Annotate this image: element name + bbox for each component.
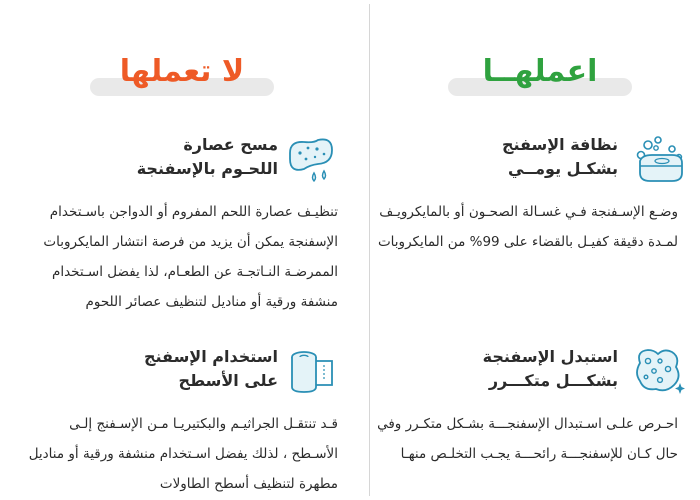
meat-juice-body: تنظيـف عصارة اللحم المفروم أو الدواجن باسـتخدام الإسفنجة يمكن أن يزيد من فرصة انتشار المايكروبات الممرضـة النـاتجـة عن الطعـام، لذا يفضل اسـتخدام منشفة ورقية أو مناديل لتنظيف عصائر اللحوم — [43, 204, 338, 310]
sparkling-sponge-icon — [632, 345, 686, 399]
replace-sponge-title-line1: استبدل الإسفنجة — [482, 347, 618, 366]
dripping-sponge-icon — [284, 133, 338, 187]
meat-juice-title-line2: اللحـوم بالإسفنجة — [136, 159, 278, 178]
do-heading — [420, 50, 660, 102]
sponge-cleaning-title-line2: بشكـل يومــي — [508, 159, 618, 178]
dont-heading-text: لا تعملها — [119, 54, 245, 89]
dont-heading — [62, 50, 302, 102]
surfaces-card — [20, 345, 338, 499]
replace-sponge-title-line2: بشكـــل متكـــرر — [488, 371, 618, 390]
surfaces-title — [28, 345, 278, 393]
do-heading-text: اعملهــا — [482, 54, 598, 89]
paper-towel-roll-icon — [284, 345, 338, 399]
surfaces-title-line1: استخدام الإسفنج — [143, 347, 278, 366]
sponge-cleaning-title-line1: نظافة الإسفنج — [501, 135, 618, 154]
replace-sponge-title — [368, 345, 618, 393]
replace-sponge-body: احـرص علـى اسـتبدال الإسفنجـــة بشـكل متكـرر وفي حال كـان للإسفنجـــة رائحـــة يجـب التخلـص منهـا — [377, 416, 678, 462]
meat-juice-title — [28, 133, 278, 181]
surfaces-body: قـد تنتقـل الجراثيـم والبكتيريـا مـن الإسـفنج إلـى الأسـطح ، لذلك يفضل اسـتخدام منشفة ورقية أو مناديل مطهرة لتنظيف أسطح الطاولات — [28, 416, 338, 492]
sponge-cleaning-card — [360, 133, 678, 257]
meat-juice-card — [20, 133, 338, 317]
sponge-cleaning-title — [368, 133, 618, 181]
sponge-cleaning-body: وضـع الإسـفنجة فـي غسـالة الصحـون أو بالمايكرويـف لمـدة دقيقة كفيـل بالقضاء على 99% من المايكروبات — [377, 204, 678, 250]
soap-bubbles-sponge-icon — [632, 133, 686, 187]
meat-juice-title-line1: مسح عصارة — [183, 135, 278, 154]
surfaces-title-line2: على الأسطح — [178, 371, 278, 390]
replace-sponge-card — [360, 345, 678, 469]
